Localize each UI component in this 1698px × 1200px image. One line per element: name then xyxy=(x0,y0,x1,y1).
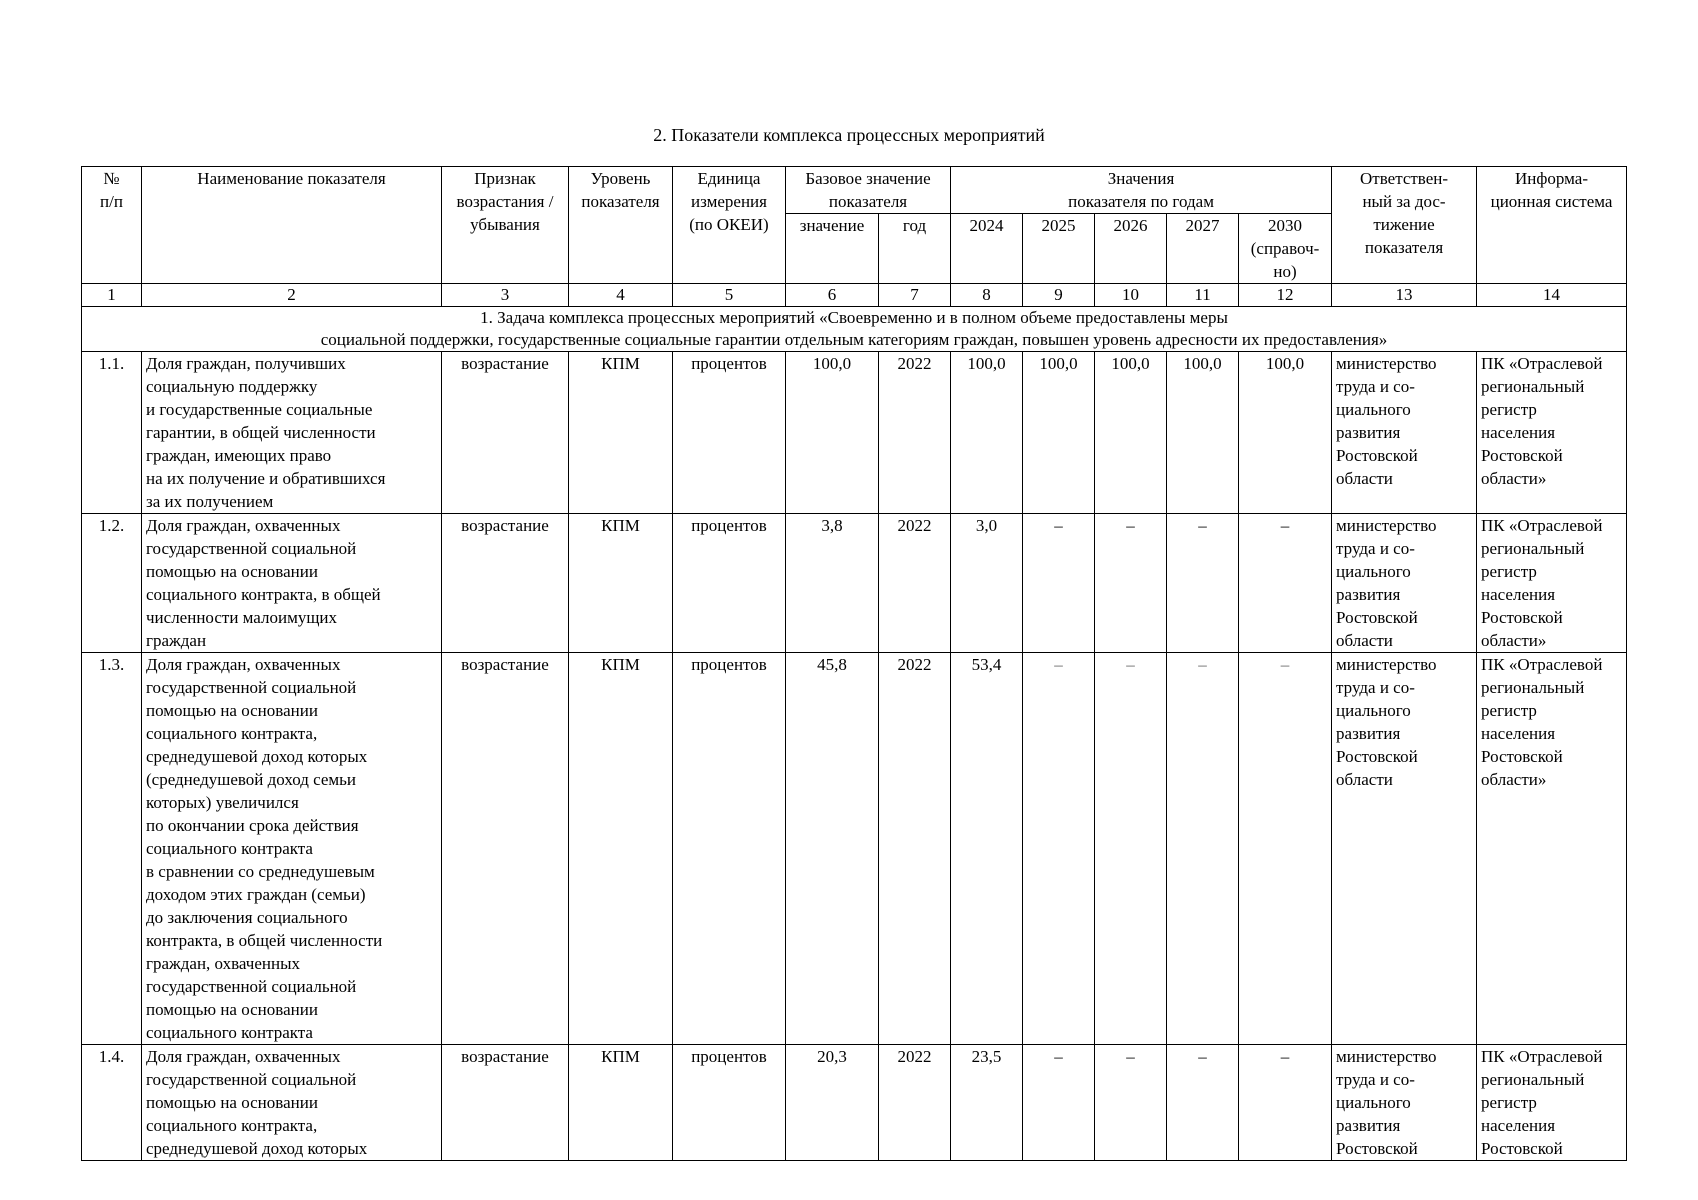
value-2024-cell: 53,4 xyxy=(951,653,1023,1045)
value-2026-cell: – xyxy=(1095,653,1167,1045)
column-number: 9 xyxy=(1023,284,1095,307)
header-level: Уровень показателя xyxy=(569,167,673,284)
base-value-cell: 45,8 xyxy=(786,653,879,1045)
row-number: 1.4. xyxy=(82,1045,142,1161)
trend-cell: возрастание xyxy=(442,653,569,1045)
header-unit: Единица измерения (по ОКЕИ) xyxy=(673,167,786,284)
value-2025-cell: – xyxy=(1023,1045,1095,1161)
indicators-table xyxy=(81,166,1627,1161)
info-system-cell: ПК «Отраслевой региональный регистр населения Ростовской xyxy=(1477,1045,1627,1161)
header-row-1 xyxy=(82,167,1627,214)
info-system-cell: ПК «Отраслевой региональный регистр населения Ростовской области» xyxy=(1477,653,1627,1045)
unit-cell: процентов xyxy=(673,1045,786,1161)
indicator-name: Доля граждан, охваченных государственной социальной помощью на основании социального контракта, в общей численности малоимущих граждан xyxy=(142,514,442,653)
header-year-2026: 2026 xyxy=(1095,214,1167,284)
header-values-by-year: Значения показателя по годам xyxy=(951,167,1332,214)
info-system-cell: ПК «Отраслевой региональный регистр населения Ростовской области» xyxy=(1477,352,1627,514)
value-2025-cell: – xyxy=(1023,653,1095,1045)
column-number: 3 xyxy=(442,284,569,307)
table-row xyxy=(82,514,1627,653)
column-number: 13 xyxy=(1332,284,1477,307)
value-2026-cell: – xyxy=(1095,1045,1167,1161)
column-number: 10 xyxy=(1095,284,1167,307)
value-2027-cell: 100,0 xyxy=(1167,352,1239,514)
column-number: 8 xyxy=(951,284,1023,307)
task-row xyxy=(82,307,1627,352)
header-trend: Признак возрастания / убывания xyxy=(442,167,569,284)
header-base-value: Базовое значение показателя xyxy=(786,167,951,214)
level-cell: КПМ xyxy=(569,352,673,514)
value-2030-cell: – xyxy=(1239,1045,1332,1161)
trend-cell: возрастание xyxy=(442,1045,569,1161)
base-year-cell: 2022 xyxy=(879,653,951,1045)
table-row xyxy=(82,1045,1627,1161)
header-info-system: Информа- ционная система xyxy=(1477,167,1627,284)
row-number: 1.3. xyxy=(82,653,142,1045)
indicator-name: Доля граждан, охваченных государственной социальной помощью на основании социального контракта, среднедушевой доход которых (среднедушевой доход семьи которых) увеличился по окончании срока действия социального контракта в сравнении со среднедушевым доходом этих граждан (семьи) до заключения социального контракта, в общей численности граждан, охваченных государственной социальной помощью на основании социального контракта xyxy=(142,653,442,1045)
base-year-cell: 2022 xyxy=(879,1045,951,1161)
level-cell: КПМ xyxy=(569,514,673,653)
value-2030-cell: 100,0 xyxy=(1239,352,1332,514)
header-base-value-value: значение xyxy=(786,214,879,284)
base-year-cell: 2022 xyxy=(879,352,951,514)
indicator-name: Доля граждан, охваченных государственной социальной помощью на основании социального контракта, среднедушевой доход которых xyxy=(142,1045,442,1161)
unit-cell: процентов xyxy=(673,514,786,653)
trend-cell: возрастание xyxy=(442,514,569,653)
base-value-cell: 3,8 xyxy=(786,514,879,653)
table-row xyxy=(82,653,1627,1045)
value-2030-cell: – xyxy=(1239,653,1332,1045)
value-2027-cell: – xyxy=(1167,653,1239,1045)
level-cell: КПМ xyxy=(569,1045,673,1161)
unit-cell: процентов xyxy=(673,653,786,1045)
column-number: 5 xyxy=(673,284,786,307)
column-number: 1 xyxy=(82,284,142,307)
column-number: 7 xyxy=(879,284,951,307)
column-number: 4 xyxy=(569,284,673,307)
header-number: № п/п xyxy=(82,167,142,284)
unit-cell: процентов xyxy=(673,352,786,514)
header-base-value-year: год xyxy=(879,214,951,284)
page-title: 2. Показатели комплекса процессных мероприятий xyxy=(653,125,1045,145)
task-title: 1. Задача комплекса процессных мероприятий «Своевременно и в полном объеме предоставлены меры социальной поддержки, государственные социальные гарантии отдельным категориям граждан, повышен уровень адресности их предоставления» xyxy=(82,307,1627,352)
value-2027-cell: – xyxy=(1167,1045,1239,1161)
header-year-2027: 2027 xyxy=(1167,214,1239,284)
column-number: 6 xyxy=(786,284,879,307)
level-cell: КПМ xyxy=(569,653,673,1045)
base-value-cell: 100,0 xyxy=(786,352,879,514)
column-number: 2 xyxy=(142,284,442,307)
trend-cell: возрастание xyxy=(442,352,569,514)
column-number: 14 xyxy=(1477,284,1627,307)
value-2024-cell: 100,0 xyxy=(951,352,1023,514)
responsible-cell: министерство труда и со- циального развития Ростовской области xyxy=(1332,653,1477,1045)
indicator-name: Доля граждан, получивших социальную поддержку и государственные социальные гарантии, в общей численности граждан, имеющих право на их получение и обратившихся за их получением xyxy=(142,352,442,514)
column-number: 11 xyxy=(1167,284,1239,307)
header-indicator-name: Наименование показателя xyxy=(142,167,442,284)
value-2027-cell: – xyxy=(1167,514,1239,653)
base-year-cell: 2022 xyxy=(879,514,951,653)
header-responsible: Ответствен- ный за дос- тижение показателя xyxy=(1332,167,1477,284)
value-2025-cell: 100,0 xyxy=(1023,352,1095,514)
responsible-cell: министерство труда и со- циального развития Ростовской области xyxy=(1332,514,1477,653)
table-header xyxy=(82,167,1627,284)
value-2025-cell: – xyxy=(1023,514,1095,653)
row-number: 1.1. xyxy=(82,352,142,514)
column-number: 12 xyxy=(1239,284,1332,307)
column-numbers-row xyxy=(82,284,1627,307)
info-system-cell: ПК «Отраслевой региональный регистр населения Ростовской области» xyxy=(1477,514,1627,653)
table-row xyxy=(82,352,1627,514)
table-body xyxy=(82,284,1627,1161)
header-year-2030: 2030 (справоч- но) xyxy=(1239,214,1332,284)
value-2026-cell: 100,0 xyxy=(1095,352,1167,514)
row-number: 1.2. xyxy=(82,514,142,653)
value-2024-cell: 3,0 xyxy=(951,514,1023,653)
header-year-2025: 2025 xyxy=(1023,214,1095,284)
responsible-cell: министерство труда и со- циального развития Ростовской xyxy=(1332,1045,1477,1161)
header-year-2024: 2024 xyxy=(951,214,1023,284)
responsible-cell: министерство труда и со- циального развития Ростовской области xyxy=(1332,352,1477,514)
value-2026-cell: – xyxy=(1095,514,1167,653)
base-value-cell: 20,3 xyxy=(786,1045,879,1161)
value-2030-cell: – xyxy=(1239,514,1332,653)
value-2024-cell: 23,5 xyxy=(951,1045,1023,1161)
